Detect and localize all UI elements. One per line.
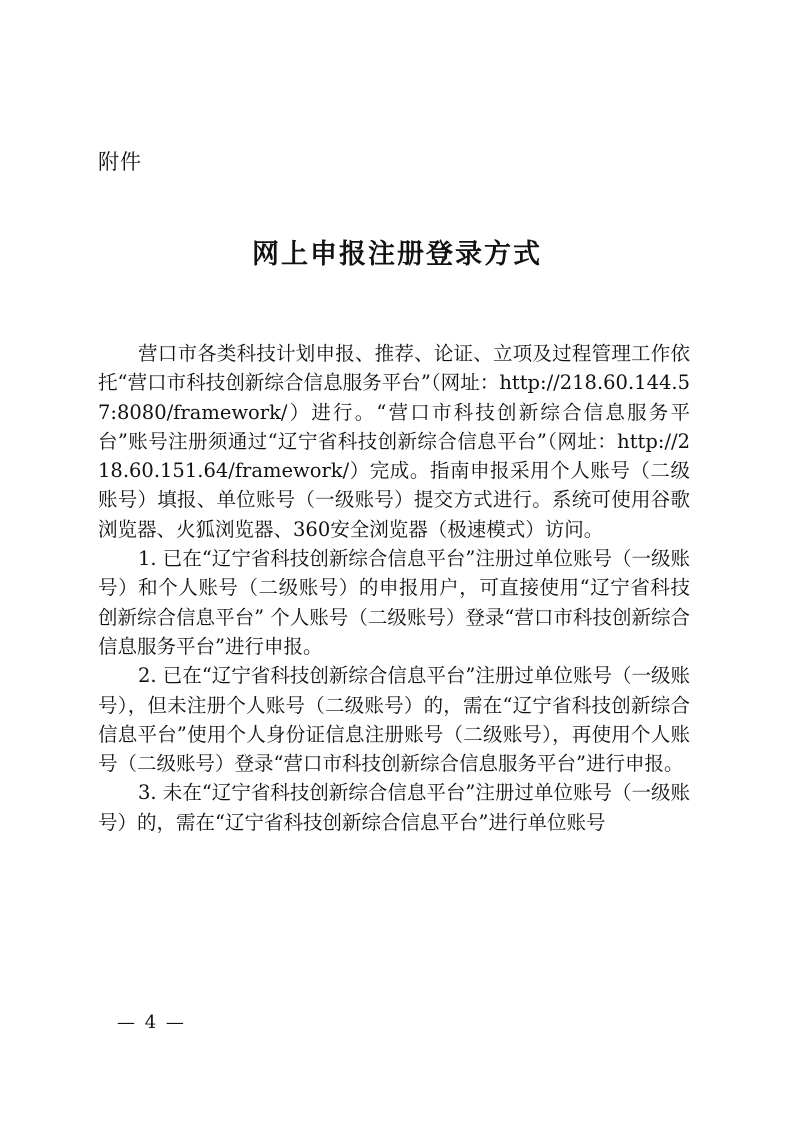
attachment-label: 附件 — [98, 150, 142, 174]
document-body — [98, 339, 690, 837]
paragraph-item-1: 1. 已在“辽宁省科技创新综合信息平台”注册过单位账号（一级账号）和个人账号（二级账号）的申报用户，可直接使用“辽宁省科技创新综合信息平台” 个人账号（二级账号）登录“营口市科技创新综合信息服务平台”进行申报。 — [98, 547, 690, 658]
paragraph-intro: 营口市各类科技计划申报、推荐、论证、立项及过程管理工作依托“营口市科技创新综合信息服务平台”（网址：http://218.60.144.57:8080/framework/）进行。“营口市科技创新综合信息服务平台”账号注册须通过“辽宁省科技创新综合信息平台”（网址：http://218.60.151.64/framework/）完成。指南申报采用个人账号（二级账号）填报、单位账号（一级账号）提交方式进行。系统可使用谷歌浏览器、火狐浏览器、360安全浏览器（极速模式）访问。 — [98, 342, 690, 541]
paragraph-item-3: 3. 未在“辽宁省科技创新综合信息平台”注册过单位账号（一级账号）的，需在“辽宁省科技创新综合信息平台”进行单位账号 — [98, 781, 690, 834]
page-number: — 4 — — [117, 1012, 186, 1033]
paragraph-item-2: 2. 已在“辽宁省科技创新综合信息平台”注册过单位账号（一级账号），但未注册个人账号（二级账号）的，需在“辽宁省科技创新综合信息平台”使用个人身份证信息注册账号（二级账号），再使用个人账号（二级账号）登录“营口市科技创新综合信息服务平台”进行申报。 — [98, 664, 690, 776]
document-title: 网上申报注册登录方式 — [252, 239, 542, 270]
